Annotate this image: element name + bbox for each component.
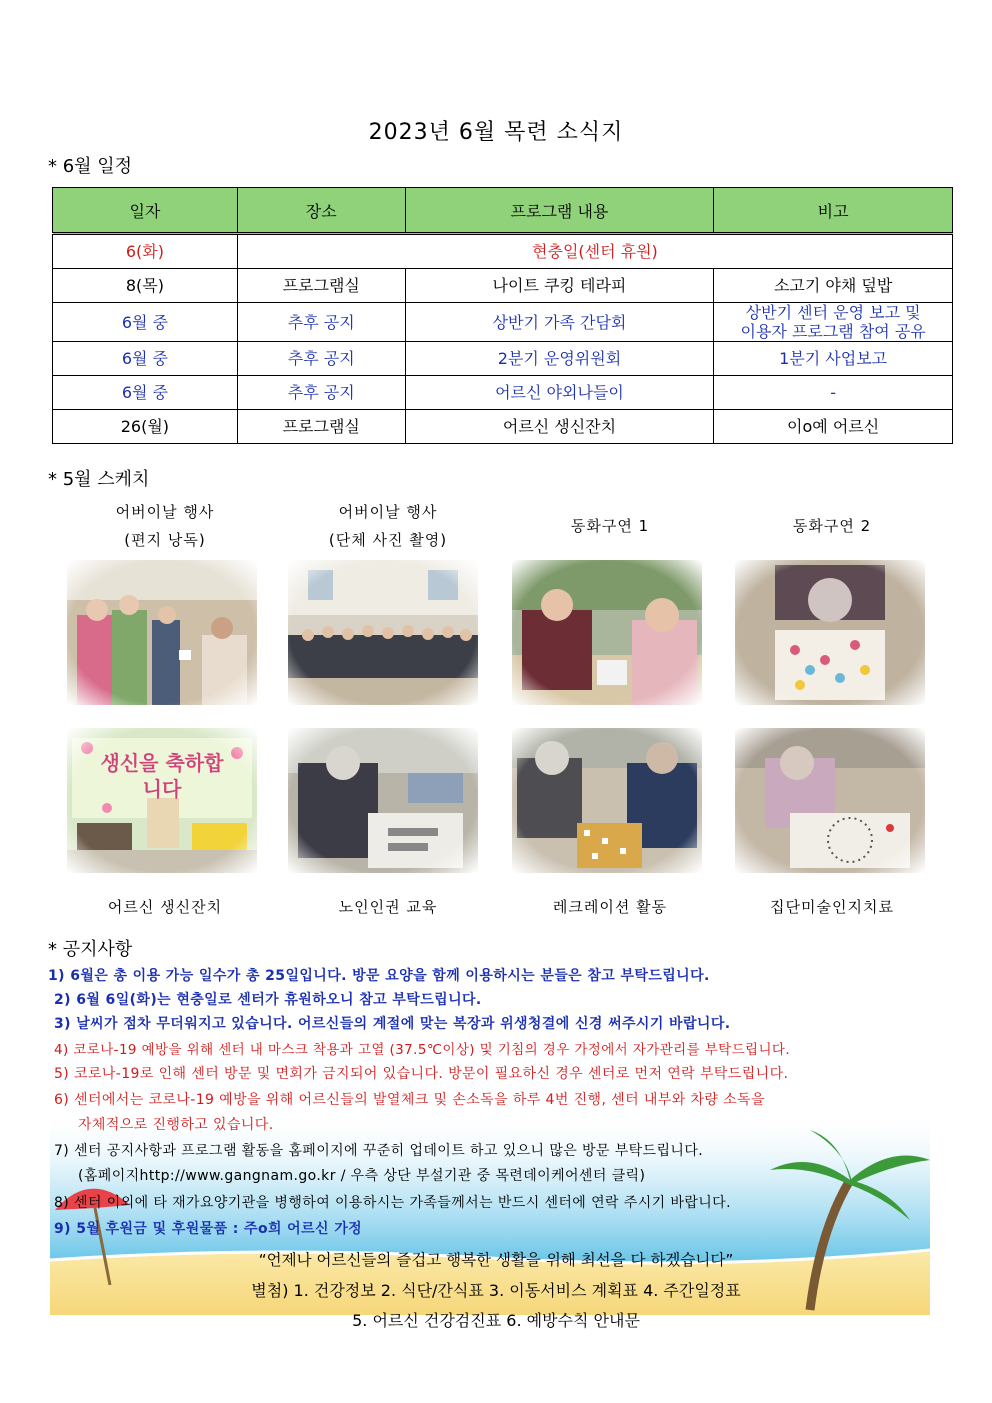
header-program: 프로그램 내용	[405, 188, 714, 234]
schedule-program: 상반기 가족 간담회	[405, 303, 714, 342]
schedule-program: 어르신 야외나들이	[405, 376, 714, 410]
schedule-program: 어르신 생신잔치	[405, 410, 714, 444]
caption-line1: 동화구연 1	[570, 517, 650, 535]
schedule-header-row	[53, 188, 953, 234]
caption-birthday-party: 어르신 생신잔치	[107, 898, 223, 916]
schedule-place: 프로그램실	[237, 269, 405, 303]
notice-item-2: 2) 6월 6일(화)는 현충일로 센터가 휴원하오니 참고 부탁드립니다.	[54, 992, 482, 1008]
caption-line1: 동화구연 2	[792, 517, 872, 535]
schedule-note: 이o예 어르신	[714, 410, 953, 444]
schedule-date: 6월 중	[53, 376, 238, 410]
schedule-note: -	[714, 376, 953, 410]
caption-storytelling-2	[727, 512, 937, 540]
notice-item-3: 3) 날씨가 점차 무더워지고 있습니다. 어르신들의 계절에 맞는 복장과 위생청결에 신경 써주시기 바랍니다.	[54, 1016, 731, 1032]
photo-art-therapy	[735, 728, 925, 873]
notice-item-7: 7) 센터 공지사항과 프로그램 활동을 홈페이지에 꾸준히 업데이트 하고 있으니 많은 방문 부탁드립니다.	[54, 1143, 704, 1159]
schedule-table	[52, 187, 953, 444]
notice-item-6-cont: 자체적으로 진행하고 있습니다.	[78, 1117, 274, 1133]
schedule-program: 나이트 쿠킹 테라피	[405, 269, 714, 303]
table-row-holiday	[53, 234, 953, 269]
schedule-program: 2분기 운영위원회	[405, 342, 714, 376]
caption-recreation: 레크레이션 활동	[552, 898, 668, 916]
schedule-note: 상반기 센터 운영 보고 및 이용자 프로그램 참여 공유	[714, 303, 953, 342]
caption-line2: (단체 사진 촬영)	[328, 531, 448, 549]
header-date: 일자	[53, 188, 238, 234]
schedule-date: 6월 중	[53, 303, 238, 342]
photo-group-photo	[288, 560, 478, 705]
table-row	[53, 376, 953, 410]
closing-quote: “언제나 어르신들의 즐겁고 행복한 생활을 위해 최선을 다 하겠습니다”	[258, 1251, 734, 1269]
notice-item-7-cont: (홈페이지http://www.gangnam.go.kr / 우측 상단 부설기관 중 목련데이케어센터 클릭)	[78, 1168, 646, 1184]
caption-line2: (편지 낭독)	[124, 531, 206, 549]
caption-elder-rights: 노인인권 교육	[338, 898, 438, 916]
photo-parents-day-letter	[67, 560, 257, 705]
schedule-date: 8(목)	[53, 269, 238, 303]
header-note: 비고	[714, 188, 953, 234]
table-row	[53, 303, 953, 342]
table-row	[53, 269, 953, 303]
schedule-date: 26(월)	[53, 410, 238, 444]
notice-item-1: 1) 6월은 총 이용 가능 일수가 총 25일입니다. 방문 요양을 함께 이용하시는 분들은 참고 부탁드립니다.	[48, 968, 710, 984]
caption-parents-day-letter	[60, 498, 270, 554]
schedule-heading: * 6월 일정	[48, 156, 133, 177]
table-row	[53, 410, 953, 444]
caption-line1: 어버이날 행사	[115, 503, 215, 521]
notice-item-5: 5) 코로나-19로 인해 센터 방문 및 면회가 금지되어 있습니다. 방문이 필요하신 경우 센터로 먼저 연락 부탁드립니다.	[54, 1066, 789, 1082]
caption-line1: 어버이날 행사	[338, 503, 438, 521]
photo-recreation	[512, 728, 702, 873]
schedule-place: 프로그램실	[237, 410, 405, 444]
schedule-note: 소고기 야채 덮밥	[714, 269, 953, 303]
schedule-place: 추후 공지	[237, 342, 405, 376]
notice-item-8: 8) 센터 이외에 타 재가요양기관을 병행하여 이용하시는 가족들께서는 반드시 센터에 연락 주시기 바랍니다.	[54, 1195, 731, 1211]
attachments-line-2: 5. 어르신 건강검진표 6. 예방수칙 안내문	[352, 1311, 640, 1330]
page-title: 2023년 6월 목련 소식지	[368, 120, 624, 145]
birthday-banner: 생신을 축하합니다	[100, 751, 224, 801]
attachments-line-1: 별첨) 1. 건강정보 2. 식단/간식표 3. 이동서비스 계획표 4. 주간일정표	[251, 1281, 741, 1300]
header-place: 장소	[237, 188, 405, 234]
schedule-note: 1분기 사업보고	[714, 342, 953, 376]
holiday-date: 6(화)	[53, 234, 238, 269]
photo-birthday-party	[67, 728, 257, 873]
sketch-heading: * 5월 스케치	[48, 469, 150, 490]
schedule-date: 6월 중	[53, 342, 238, 376]
notices-heading: * 공지사항	[48, 939, 133, 960]
notice-item-9: 9) 5월 후원금 및 후원물품 : 주o희 어르신 가정	[54, 1221, 363, 1237]
holiday-content: 현충일(센터 휴원)	[237, 234, 952, 269]
caption-art-therapy: 집단미술인지치료	[770, 898, 894, 916]
schedule-place: 추후 공지	[237, 376, 405, 410]
photo-storytelling-2	[735, 560, 925, 705]
schedule-place: 추후 공지	[237, 303, 405, 342]
table-row	[53, 342, 953, 376]
notice-item-4: 4) 코로나-19 예방을 위해 센터 내 마스크 착용과 고열 (37.5℃이상) 및 기침의 경우 가정에서 자가관리를 부탁드립니다.	[54, 1042, 791, 1058]
notice-item-6: 6) 센터에서는 코로나-19 예방을 위해 어르신들의 발열체크 및 손소독을 하루 4번 진행, 센터 내부와 차량 소독을	[54, 1092, 765, 1108]
caption-storytelling-1	[505, 512, 715, 540]
caption-parents-day-photo	[283, 498, 493, 554]
photo-elder-rights	[288, 728, 478, 873]
photo-storytelling-1	[512, 560, 702, 705]
